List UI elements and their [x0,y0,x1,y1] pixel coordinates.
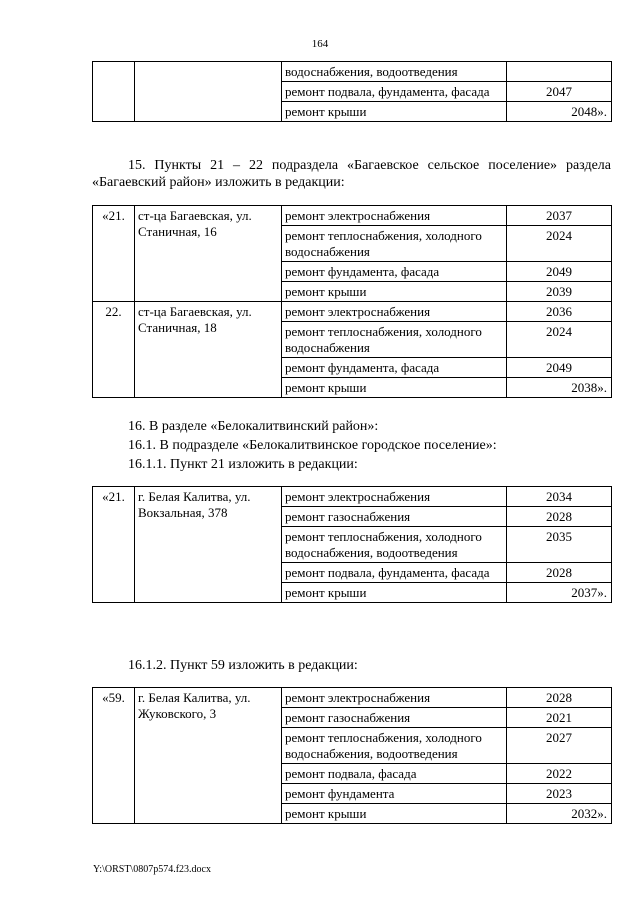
year-cell: 2039 [507,282,612,302]
year-cell: 2037 [507,206,612,226]
paragraph-16-1-2: 16.1.2. Пункт 59 изложить в редакции: [128,658,358,673]
table-row [93,302,612,322]
work-cell: ремонт подвала, фасада [282,764,507,784]
continuation-table [92,61,612,122]
year-cell: 2022 [507,764,612,784]
number-cell: «21. [93,206,135,302]
paragraph-16: 16. В разделе «Белокалитвинский район»: [128,419,379,434]
paragraph-15: 15. Пункты 21 – 22 подраздела «Багаевское сельское поселение» раздела «Багаевский район» изложить в редакции: [92,158,611,190]
work-cell: ремонт фундамента [282,784,507,804]
year-cell: 2032». [507,804,612,824]
work-cell: ремонт подвала, фундамента, фасада [282,563,507,583]
work-cell: ремонт электроснабжения [282,302,507,322]
address-cell: ст-ца Багаевская, ул. Станичная, 16 [135,206,282,302]
work-cell: ремонт фундамента, фасада [282,262,507,282]
address-cell: г. Белая Калитва, ул. Вокзальная, 378 [135,487,282,603]
address-cell: г. Белая Калитва, ул. Жуковского, 3 [135,688,282,824]
paragraph-16-1: 16.1. В подразделе «Белокалитвинское городское поселение»: [128,438,497,453]
work-cell: ремонт крыши [282,583,507,603]
work-cell: ремонт теплоснабжения, холодного водоснабжения [282,322,507,358]
year-cell: 2038». [507,378,612,398]
page-number: 164 [311,38,329,50]
table-row [93,62,612,82]
file-path-footer: Y:\ORST\0807p574.f23.docx [93,864,211,875]
year-cell: 2049 [507,262,612,282]
zhukovskogo-table [92,687,612,824]
year-cell: 2028 [507,563,612,583]
work-cell: ремонт теплоснабжения, холодного водоснабжения, водоотведения [282,527,507,563]
address-cell: ст-ца Багаевская, ул. Станичная, 18 [135,302,282,398]
year-cell: 2035 [507,527,612,563]
year-cell: 2034 [507,487,612,507]
year-cell: 2049 [507,358,612,378]
work-cell: ремонт теплоснабжения, холодного водоснабжения [282,226,507,262]
year-cell: 2024 [507,226,612,262]
work-cell: ремонт электроснабжения [282,688,507,708]
work-cell: водоснабжения, водоотведения [282,62,507,82]
year-cell: 2021 [507,708,612,728]
table-row [93,487,612,507]
work-cell: ремонт фундамента, фасада [282,358,507,378]
number-cell: 22. [93,302,135,398]
bagaevsky-table [92,205,612,398]
work-cell: ремонт газоснабжения [282,507,507,527]
year-cell: 2047 [507,82,612,102]
work-cell: ремонт крыши [282,102,507,122]
work-cell: ремонт крыши [282,378,507,398]
table-row [93,206,612,226]
work-cell: ремонт электроснабжения [282,206,507,226]
year-cell: 2036 [507,302,612,322]
table-row [93,688,612,708]
work-cell: ремонт крыши [282,282,507,302]
work-cell: ремонт крыши [282,804,507,824]
year-cell: 2023 [507,784,612,804]
year-cell: 2028 [507,688,612,708]
year-cell: 2028 [507,507,612,527]
number-cell: «59. [93,688,135,824]
work-cell: ремонт электроснабжения [282,487,507,507]
number-cell [93,62,135,122]
paragraph-16-1-1: 16.1.1. Пункт 21 изложить в редакции: [128,457,358,472]
year-cell: 2048». [507,102,612,122]
year-cell [507,62,612,82]
work-cell: ремонт газоснабжения [282,708,507,728]
address-cell [135,62,282,122]
work-cell: ремонт теплоснабжения, холодного водоснабжения, водоотведения [282,728,507,764]
number-cell: «21. [93,487,135,603]
year-cell: 2024 [507,322,612,358]
vokzalnaya-table [92,486,612,603]
work-cell: ремонт подвала, фундамента, фасада [282,82,507,102]
year-cell: 2027 [507,728,612,764]
year-cell: 2037». [507,583,612,603]
